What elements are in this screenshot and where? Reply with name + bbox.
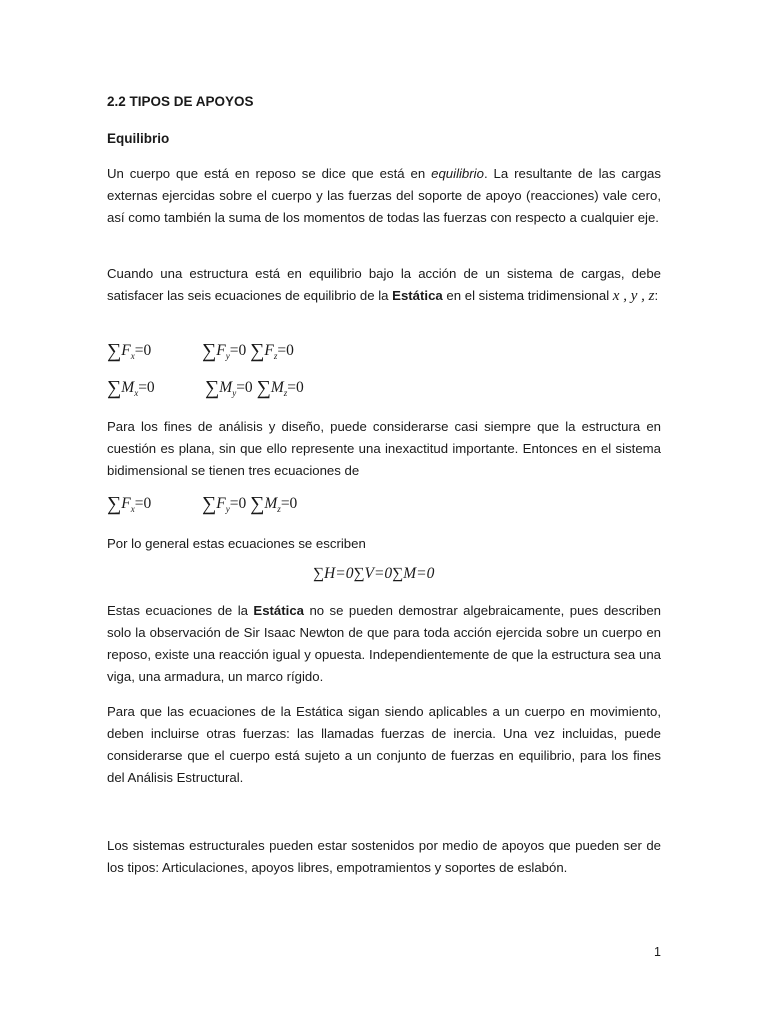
- page-number: 1: [654, 945, 661, 959]
- equation-2d-sum-fx: $\sum F_x=0$: [107, 493, 152, 515]
- paragraph-equilibrium-definition: Un cuerpo que está en reposo se dice que está en equilibrio. La resultante de las cargas externas ejercidas sobre el cuerpo y las fuerzas del soporte de apoyo (reacciones) vale cero, así como también la suma de los momentos de todas las fuerzas con respecto a cualquier eje.: [107, 166, 661, 225]
- paragraph-plane-structure: Para los fines de análisis y diseño, puede considerarse casi siempre que la estructura en cuestión es plana, sin que ello represente una inexactitud importante. Entonces en el sistema bidimensional se tienen tres ecuaciones de: [107, 419, 661, 478]
- equation-sum-fy-fz: $\sum F_y=0$ $\sum F_z=0$: [202, 340, 294, 362]
- paragraph-support-types: Los sistemas estructurales pueden estar sostenidos por medio de apoyos que pueden ser de los tipos: Articulaciones, apoyos libres, empotramientos y soportes de eslabón.: [107, 838, 661, 875]
- paragraph-inertia-forces: Para que las ecuaciones de la Estática sigan siendo aplicables a un cuerpo en movimiento, deben incluirse otras fuerzas: las llamadas fuerzas de inercia. Una vez incluidas, puede considerarse que el cuerpo está sujeto a un conjunto de fuerzas en equilibrio, para los fines del Análisis Estructural.: [107, 704, 661, 785]
- paragraph-six-equations: Cuando una estructura está en equilibrio bajo la acción de un sistema de cargas, debe satisfacer las seis ecuaciones de equilibrio de la Estática en el sistema tridimensional x , y , z:: [107, 266, 661, 304]
- section-title: 2.2 TIPOS DE APOYOS: [107, 94, 254, 109]
- equation-sum-fx: $\sum F_x=0$: [107, 340, 152, 362]
- subtitle: Equilibrio: [107, 131, 170, 146]
- equation-sum-mx: $\sum M_x=0$: [107, 377, 155, 399]
- paragraph-newton: Estas ecuaciones de la Estática no se pueden demostrar algebraicamente, pues describen solo la observación de Sir Isaac Newton de que para toda acción ejercida sobre un cuerpo en reposo, existe una reacción igual y opuesta. Independientemente de que la estructura sea una viga, una armadura, un marco rígido.: [107, 603, 661, 684]
- equation-2d-sum-fy-mz: $\sum F_y=0$ $\sum M_z=0$: [202, 493, 298, 515]
- paragraph-usual-form: Por lo general estas ecuaciones se escriben: [107, 536, 366, 551]
- equation-h-v-m: ∑H=0∑V=0∑M=0: [313, 565, 435, 582]
- equation-sum-my-mz: $\sum M_y=0$ $\sum M_z=0$: [205, 377, 304, 399]
